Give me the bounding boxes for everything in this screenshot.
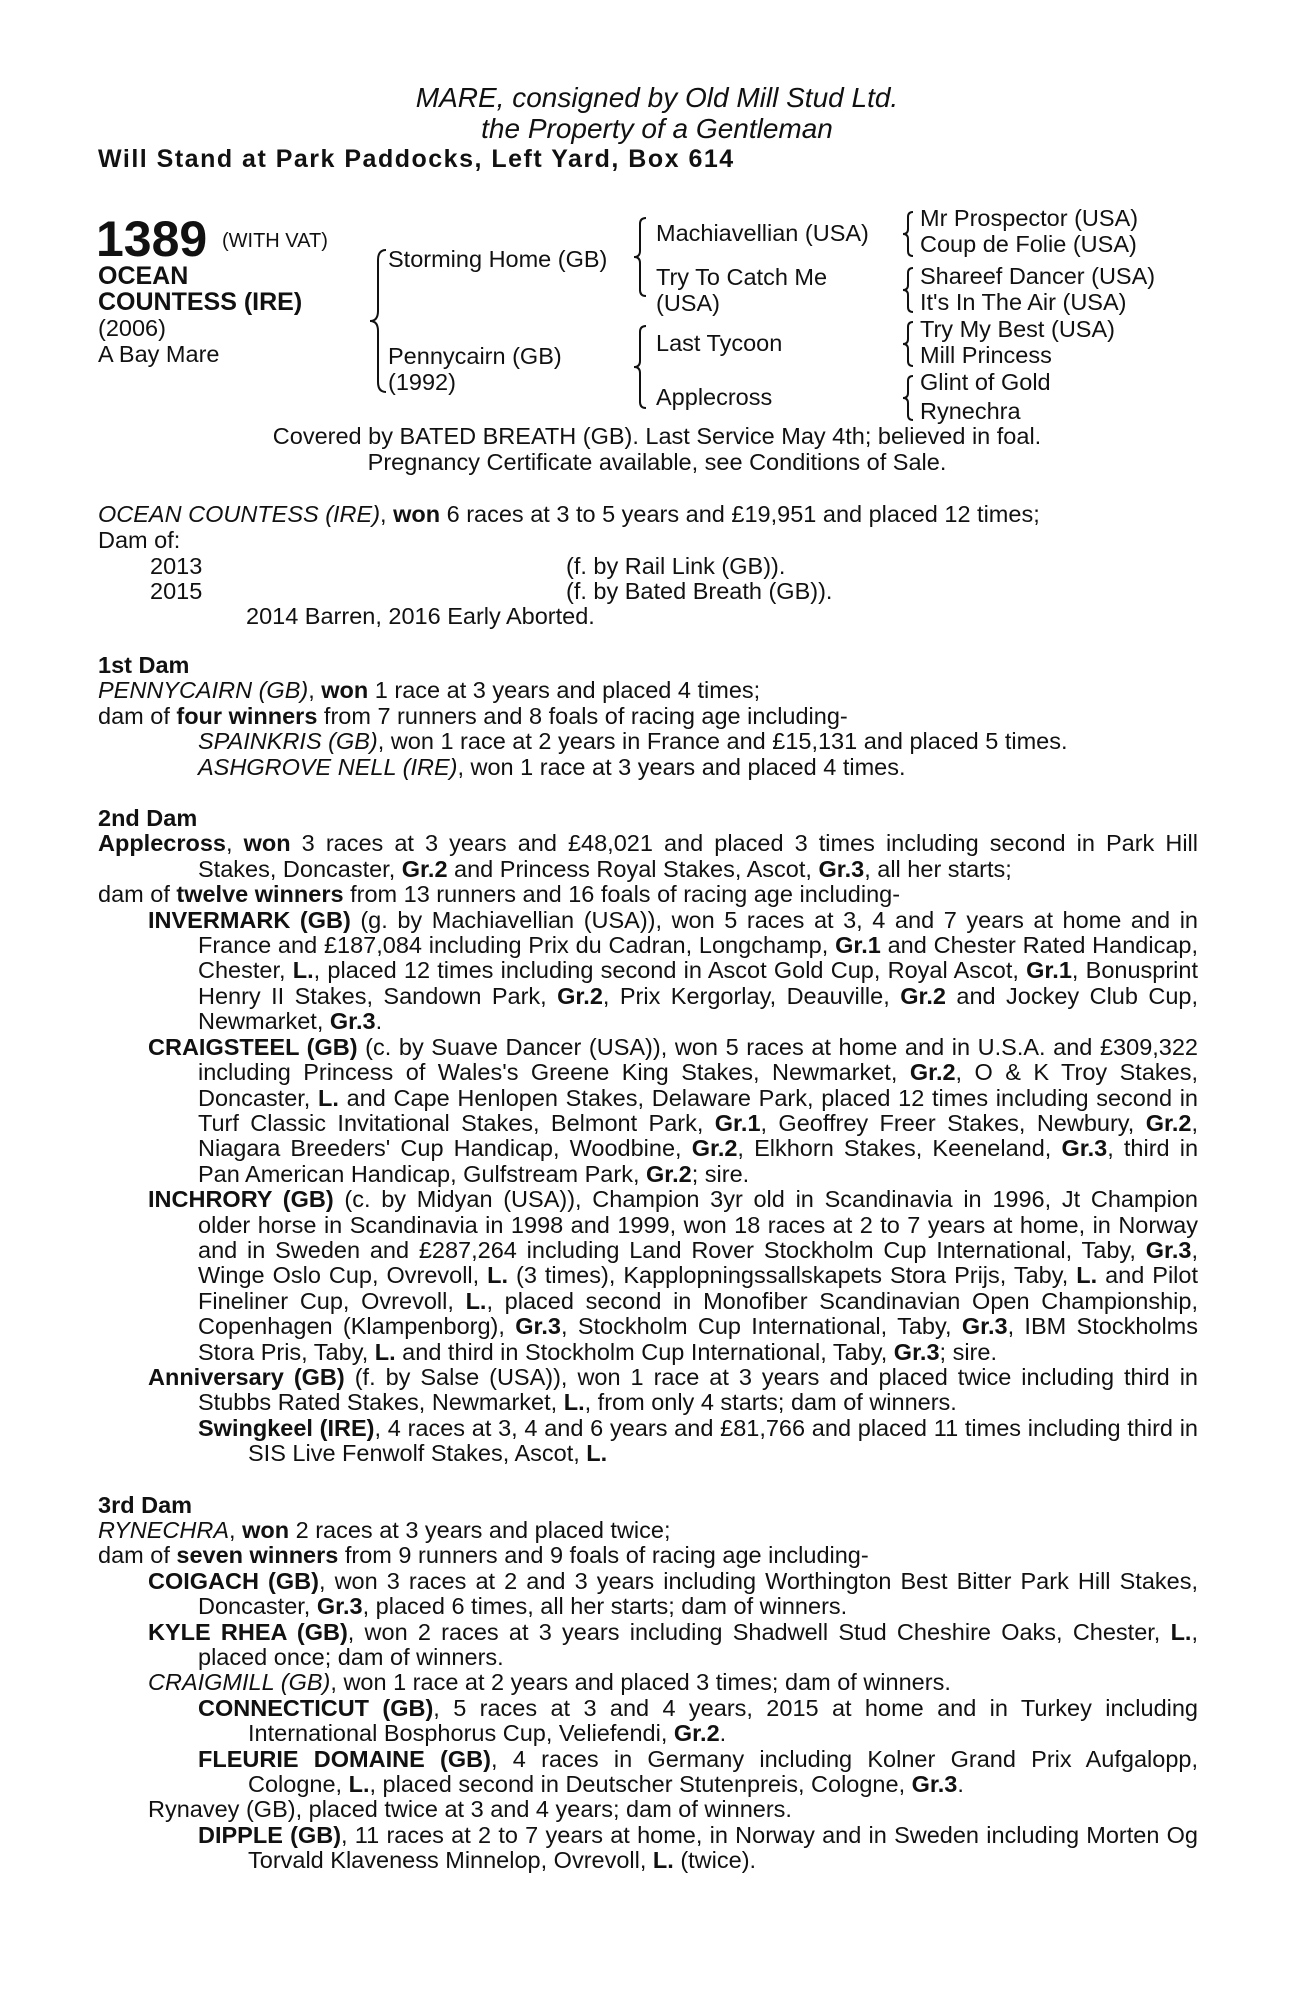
grade: L. bbox=[487, 1262, 509, 1289]
pedigree-sire-dam-line-1: Try To Catch Me bbox=[656, 264, 828, 290]
text: and third in Stockholm Cup International, Taby, bbox=[395, 1338, 894, 1365]
progeny-name: DIPPLE (GB) bbox=[198, 1821, 342, 1848]
first-dam-progeny-1 bbox=[98, 729, 1198, 754]
grade: L. bbox=[374, 1338, 396, 1365]
pedigree-brace-sd bbox=[900, 266, 916, 314]
produce-2: (f. by Bated Breath (GB)). bbox=[566, 578, 833, 604]
first-dam-record bbox=[98, 678, 1198, 703]
progeny-craigmill bbox=[98, 1670, 1198, 1695]
covered-line-2: Pregnancy Certificate available, see Conditions of Sale. bbox=[367, 449, 947, 475]
text: , 4 races in Germany including Kolner Grand Prix Aufgalopp, Cologne, bbox=[248, 1745, 1198, 1798]
text: and Jockey Club Cup, Newmarket, bbox=[198, 982, 1199, 1035]
grade: Gr.3 bbox=[316, 1593, 363, 1620]
grade: Gr.3 bbox=[961, 1313, 1008, 1340]
dam-of-a: dam of bbox=[98, 881, 177, 908]
progeny-invermark bbox=[98, 908, 1198, 1035]
progeny-name: Swingkeel (IRE) bbox=[198, 1414, 375, 1441]
header-location: Will Stand at Park Paddocks, Left Yard, Box 614 bbox=[98, 145, 735, 173]
grade: Gr.2 bbox=[900, 982, 946, 1009]
grade: L. bbox=[348, 1771, 370, 1798]
text: , placed 6 times, all her starts; dam of winners. bbox=[362, 1593, 848, 1620]
third-dam-heading: 3rd Dam bbox=[98, 1491, 193, 1518]
mare-name-line-2: COUNTESS (IRE) bbox=[98, 288, 303, 316]
text: . bbox=[719, 1720, 727, 1747]
progeny-name: CRAIGMILL (GB) bbox=[148, 1669, 331, 1696]
progeny-dipple bbox=[98, 1823, 1198, 1874]
grade: Gr.3 bbox=[1145, 1236, 1192, 1263]
progeny-name: SPAINKRIS (GB) bbox=[198, 728, 378, 755]
text: , 5 races at 3 and 4 years, 2015 at home and in Turkey including International Bosphorus Cup, Veliefendi, bbox=[248, 1694, 1198, 1747]
won-label: won bbox=[321, 677, 369, 704]
grade: Gr.3 bbox=[515, 1313, 561, 1340]
text: and Princess Royal Stakes, Ascot, bbox=[447, 855, 819, 882]
sep: , bbox=[308, 677, 322, 704]
third-dam-name: RYNECHRA bbox=[98, 1517, 230, 1543]
text: and Chester Rated Handicap, Chester, bbox=[198, 932, 1199, 984]
produce-year-2: 2015 bbox=[150, 578, 203, 604]
text: and Pilot Fineliner Cup, Ovrevoll, bbox=[198, 1262, 1198, 1314]
grade: Gr.2 bbox=[557, 982, 603, 1009]
won-label: won bbox=[242, 1517, 290, 1543]
text: . bbox=[375, 1008, 383, 1035]
pedigree-brace-ss bbox=[900, 210, 916, 258]
text: ; sire. bbox=[691, 1160, 750, 1187]
progeny-text: , won 1 race at 3 years and placed 4 times. bbox=[457, 753, 906, 780]
covered-line-1: Covered by BATED BREATH (GB). Last Service May 4th; believed in foal. bbox=[272, 423, 1042, 449]
progeny-craigsteel bbox=[98, 1035, 1198, 1187]
progeny-inchrory bbox=[98, 1187, 1198, 1365]
progeny-name: CRAIGSTEEL (GB) bbox=[148, 1033, 358, 1060]
pedigree-sss: Mr Prospector (USA) bbox=[920, 205, 1139, 231]
grade: Gr.3 bbox=[911, 1771, 958, 1798]
text: (c. by Midyan (USA)), Champion 3yr old in Scandinavia in 1996, Jt Champion older horse in Scandinavia in 1998 and 1999, won 18 races at 2 to 7 years at home, in Norway and in Sweden and £287,264 including Land Rover Stockholm Cup International, Taby, bbox=[198, 1186, 1198, 1263]
pedigree-brace-ds bbox=[900, 320, 916, 368]
grade: Gr.2 bbox=[909, 1059, 956, 1086]
pedigree-dam-sire: Last Tycoon bbox=[656, 330, 783, 356]
grade: Gr.3 bbox=[893, 1338, 940, 1365]
grade: L. bbox=[1170, 1618, 1192, 1645]
text: (twice). bbox=[673, 1847, 757, 1874]
pedigree-sire-dam-line-2: (USA) bbox=[656, 290, 720, 316]
text: , Bonusprint Henry II Stakes, Sandown Park, bbox=[198, 957, 1198, 1009]
pedigree-dam-dam: Applecross bbox=[656, 384, 773, 410]
grade: Gr.2 bbox=[673, 1720, 720, 1747]
grade: L. bbox=[563, 1389, 585, 1416]
progeny-connecticut bbox=[98, 1696, 1198, 1747]
second-dam-name: Applecross bbox=[98, 830, 226, 857]
mare-record-name: OCEAN COUNTESS (IRE) bbox=[98, 501, 381, 527]
grade: L. bbox=[465, 1287, 487, 1314]
text: , all her starts; bbox=[864, 855, 1012, 882]
text: and Cape Henlopen Stakes, Delaware Park, placed 12 times including second in Turf Classic Invitational Stakes, Belmont Park, bbox=[198, 1084, 1198, 1136]
pedigree-ddd: Rynechra bbox=[920, 398, 1021, 424]
text: , won 2 races at 3 years including Shadwell Stud Cheshire Oaks, Chester, bbox=[347, 1618, 1171, 1645]
winners-count: seven winners bbox=[176, 1542, 339, 1569]
pedigree-sdd: It's In The Air (USA) bbox=[920, 289, 1127, 315]
grade: L. bbox=[586, 1440, 608, 1467]
mare-name-line-1: OCEAN bbox=[98, 262, 189, 290]
grade: Gr.3 bbox=[1061, 1135, 1108, 1162]
dam-of-c: from 13 runners and 16 foals of racing age including- bbox=[343, 881, 901, 908]
pedigree-brace-sire bbox=[630, 216, 650, 298]
second-dam-produce bbox=[98, 882, 1198, 907]
dam-of-c: from 7 runners and 8 foals of racing age including- bbox=[317, 702, 848, 729]
grade: L. bbox=[292, 957, 314, 984]
progeny-name: INCHRORY (GB) bbox=[148, 1186, 334, 1213]
text: , Prix Kergorlay, Deauville, bbox=[602, 982, 901, 1009]
progeny-name: COIGACH (GB) bbox=[148, 1567, 319, 1594]
grade: L. bbox=[652, 1847, 674, 1874]
dam-sections bbox=[98, 653, 1198, 1874]
text: , placed second in Deutscher Stutenpreis, Cologne, bbox=[369, 1771, 912, 1798]
grade: L. bbox=[318, 1084, 339, 1111]
pedigree-dam: Pennycairn (GB) bbox=[388, 343, 562, 369]
barren-note: 2014 Barren, 2016 Early Aborted. bbox=[246, 603, 595, 629]
grade: Gr.1 bbox=[835, 932, 881, 959]
won-label: won bbox=[393, 501, 441, 527]
text: , third in Pan American Handicap, Gulfstream Park, bbox=[198, 1135, 1199, 1187]
sep: , bbox=[229, 1517, 243, 1543]
progeny-swingkeel bbox=[98, 1416, 1198, 1467]
text: , 11 races at 2 to 7 years at home, in Norway and in Sweden including Morten Og Torvald Klaveness Minnelop, Ovrevoll, bbox=[248, 1821, 1198, 1874]
progeny-name: CONNECTICUT (GB) bbox=[198, 1694, 434, 1721]
third-dam-produce bbox=[98, 1543, 1198, 1568]
winners-count: twelve winners bbox=[176, 881, 344, 908]
progeny-name: FLEURIE DOMAINE (GB) bbox=[198, 1745, 491, 1772]
mare-description: A Bay Mare bbox=[98, 341, 220, 367]
text: (f. by Salse (USA)), won 1 race at 3 years and placed twice including third in Stubbs Rated Stakes, Newmarket, bbox=[198, 1363, 1198, 1416]
text: , placed 12 times including second in Ascot Gold Cup, Royal Ascot, bbox=[313, 957, 1027, 984]
progeny-fleurie-domaine bbox=[98, 1747, 1198, 1798]
text: . bbox=[957, 1771, 964, 1798]
text: ; sire. bbox=[939, 1338, 997, 1365]
grade: Gr.3 bbox=[818, 855, 865, 882]
header-line-2: the Property of a Gentleman bbox=[481, 113, 833, 144]
grade: Gr.1 bbox=[1026, 957, 1072, 984]
text: , from only 4 starts; dam of winners. bbox=[584, 1389, 957, 1416]
text: (3 times), Kapplopningssallskapets Stora Prijs, Taby, bbox=[508, 1262, 1077, 1289]
winners-count: four winners bbox=[176, 702, 318, 729]
progeny-kyle-rhea bbox=[98, 1620, 1198, 1671]
grade: Gr.2 bbox=[1145, 1109, 1192, 1136]
first-dam-progeny-2 bbox=[98, 755, 1198, 780]
text: 2 races at 3 years and placed twice; bbox=[289, 1517, 671, 1543]
pedigree-dds: Glint of Gold bbox=[920, 369, 1051, 395]
first-dam-name: PENNYCAIRN (GB) bbox=[98, 677, 309, 704]
progeny-rynavey: Rynavey (GB), placed twice at 3 and 4 years; dam of winners. bbox=[148, 1796, 792, 1823]
produce-1: (f. by Rail Link (GB)). bbox=[566, 553, 786, 579]
text: 3 races at 3 years and £48,021 and placed 3 times including second in Park Hill Stakes, Doncaster, bbox=[198, 830, 1198, 882]
mare-foaling-year: (2006) bbox=[98, 315, 166, 341]
second-dam-record bbox=[98, 831, 1198, 882]
progeny-name: INVERMARK (GB) bbox=[148, 906, 351, 933]
pedigree-sds: Shareef Dancer (USA) bbox=[920, 263, 1156, 289]
pedigree-dam-year: (1992) bbox=[388, 369, 456, 395]
pedigree-ssd: Coup de Folie (USA) bbox=[920, 231, 1137, 257]
progeny-name: KYLE RHEA (GB) bbox=[148, 1618, 348, 1645]
lot-number: 1389 bbox=[96, 211, 208, 267]
dam-of-a: dam of bbox=[98, 702, 177, 729]
first-dam-heading: 1st Dam bbox=[98, 652, 190, 678]
second-dam-heading: 2nd Dam bbox=[98, 805, 198, 832]
progeny-anniversary bbox=[98, 1365, 1198, 1416]
pedigree-brace-sire-dam bbox=[366, 248, 390, 394]
grade: Gr.2 bbox=[691, 1135, 738, 1162]
dam-of-label: Dam of: bbox=[98, 527, 181, 553]
grade: Gr.3 bbox=[329, 1008, 376, 1035]
vat-note: (WITH VAT) bbox=[222, 230, 328, 252]
progeny-text: , won 1 race at 2 years in France and £15,131 and placed 5 times. bbox=[377, 728, 1068, 755]
dam-of-c: from 9 runners and 9 foals of racing age including- bbox=[338, 1542, 869, 1569]
progeny-name: ASHGROVE NELL (IRE) bbox=[198, 753, 458, 780]
text: , Winge Oslo Cup, Ovrevoll, bbox=[198, 1236, 1198, 1289]
produce-year-1: 2013 bbox=[150, 553, 203, 579]
pedigree-dss: Try My Best (USA) bbox=[920, 316, 1115, 342]
text: , placed second in Monofiber Scandinavian Open Championship, Copenhagen (Klampenborg), bbox=[198, 1287, 1198, 1340]
pedigree-sire-sire: Machiavellian (USA) bbox=[656, 220, 869, 246]
text: (g. by Machiavellian (USA)), won 5 races at 3, 4 and 7 years at home and in France and £187,084 including Prix du Cadran, Longchamp, bbox=[198, 906, 1198, 959]
grade: Gr.2 bbox=[646, 1160, 692, 1187]
mare-record bbox=[98, 503, 1040, 527]
text: , Geoffrey Freer Stakes, Newbury, bbox=[760, 1109, 1146, 1136]
first-dam-produce bbox=[98, 704, 1198, 729]
pedigree-brace-dam bbox=[630, 324, 650, 410]
text: , Niagara Breeders' Cup Handicap, Woodbine, bbox=[198, 1109, 1198, 1162]
mare-record-text: 6 races at 3 to 5 years and £19,951 and placed 12 times; bbox=[440, 501, 1040, 527]
text: , placed once; dam of winners. bbox=[198, 1618, 1198, 1671]
text: , IBM Stockholms Stora Pris, Taby, bbox=[198, 1313, 1199, 1365]
text: , won 3 races at 2 and 3 years including Worthington Best Bitter Park Hill Stakes, Doncaster, bbox=[198, 1567, 1198, 1620]
grade: L. bbox=[1076, 1262, 1098, 1289]
text: , 4 races at 3, 4 and 6 years and £81,766 and placed 11 times including third in SIS Live Fenwolf Stakes, Ascot, bbox=[248, 1414, 1198, 1467]
sep: , bbox=[226, 830, 244, 857]
text: , Elkhorn Stakes, Keeneland, bbox=[737, 1135, 1062, 1162]
text: , Stockholm Cup International, Taby, bbox=[560, 1313, 962, 1340]
won-label: won bbox=[243, 830, 291, 857]
pedigree-dsd: Mill Princess bbox=[920, 342, 1052, 368]
dam-of-a: dam of bbox=[98, 1542, 177, 1569]
text: (c. by Suave Dancer (USA)), won 5 races at home and in U.S.A. and £309,322 including Princess of Wales's Greene King Stakes, Newmarket, bbox=[198, 1033, 1198, 1086]
pedigree-sire: Storming Home (GB) bbox=[388, 246, 608, 272]
header-line-1: MARE, consigned by Old Mill Stud Ltd. bbox=[415, 82, 899, 113]
grade: Gr.2 bbox=[401, 855, 448, 882]
progeny-coigach bbox=[98, 1569, 1198, 1620]
pedigree-brace-dd bbox=[900, 374, 916, 422]
sep: , bbox=[380, 501, 394, 527]
text: , O & K Troy Stakes, Doncaster, bbox=[198, 1059, 1198, 1111]
text: , won 1 race at 2 years and placed 3 times; dam of winners. bbox=[330, 1669, 951, 1696]
grade: Gr.1 bbox=[714, 1109, 761, 1136]
first-dam-text: 1 race at 3 years and placed 4 times; bbox=[368, 677, 761, 704]
third-dam-record bbox=[98, 1518, 1198, 1543]
progeny-name: Anniversary (GB) bbox=[148, 1363, 345, 1390]
